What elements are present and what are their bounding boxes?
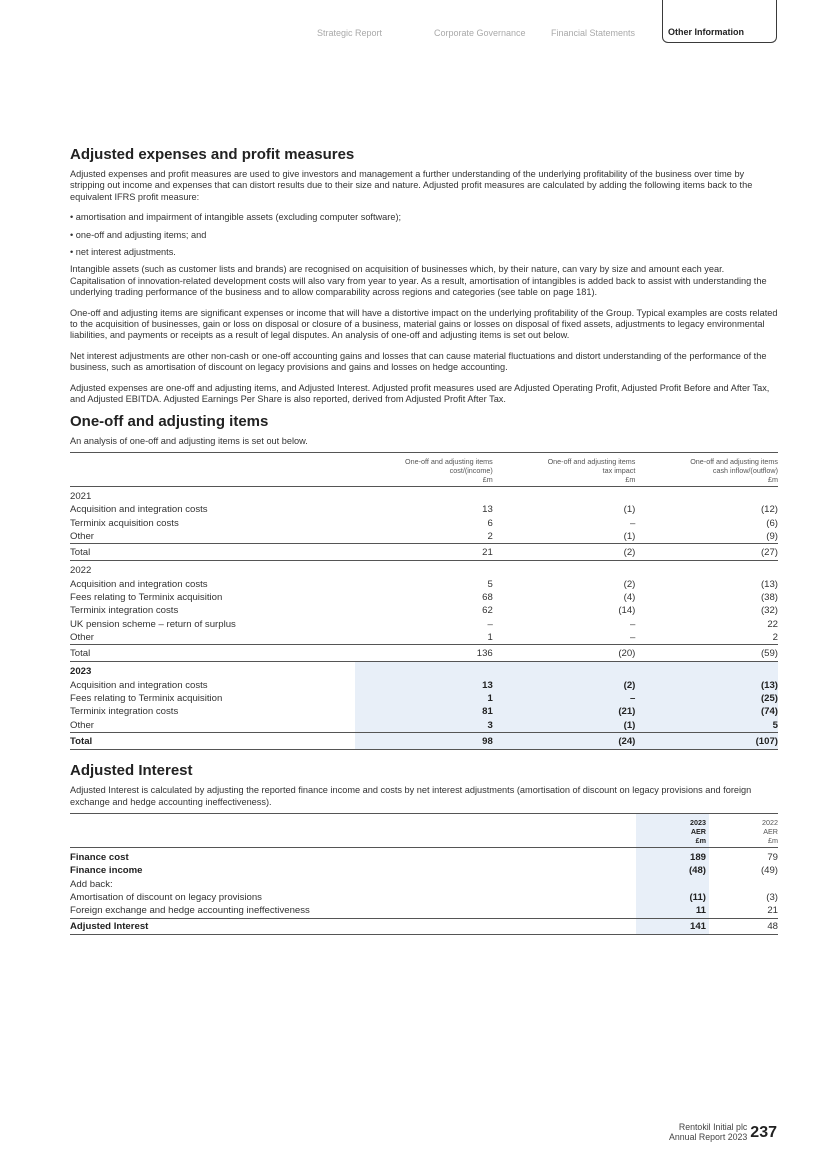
total-row: Total 21 (2) (27) — [70, 544, 778, 561]
table-row: Other 2 (1) (9) — [70, 530, 778, 542]
table-row: Add back: — [70, 878, 778, 891]
bullet-item: • net interest adjustments. — [70, 247, 176, 258]
table-row: Acquisition and integration costs 13 (1) (12) — [70, 504, 778, 516]
top-navigation — [0, 0, 825, 46]
page-content — [70, 146, 778, 935]
table-row: Finance income (48) (49) — [70, 865, 778, 877]
year-row: 2021 — [70, 490, 92, 502]
footer-company: Rentokil Initial plc Annual Report 2023 — [669, 1122, 748, 1142]
page-footer — [669, 1122, 777, 1142]
col-header-cash: One-off and adjusting items cash inflow/(outflow) £m — [636, 452, 778, 486]
table-row: Amortisation of discount on legacy provisions (11) (3) — [70, 891, 778, 903]
table-row: Acquisition and integration costs 5 (2) (13) — [70, 578, 778, 590]
table-row: Terminix acquisition costs 6 – (6) — [70, 517, 778, 529]
table-row: UK pension scheme – return of surplus – – 22 — [70, 618, 778, 630]
section-title-one-off-items: One-off and adjusting items — [70, 412, 269, 430]
table-row: Terminix integration costs 81 (21) (74) — [70, 706, 778, 718]
nav-other-information-tab[interactable] — [662, 0, 777, 43]
table-row: Fees relating to Terminix acquisition 68 (4) (38) — [70, 591, 778, 603]
adjusted-interest-table — [70, 813, 778, 935]
paragraph: Net interest adjustments are other non-cash or one-off accounting gains and losses that can cause material fluctuations and distort understanding of the performance of the business, such as amortisation of discount on legacy provisions and gains and losses on hedge accounting. — [70, 350, 767, 373]
one-off-items-table — [70, 452, 778, 750]
col-header-2023: 2023 AER £m — [636, 814, 709, 848]
year-row: 2023 — [70, 662, 778, 679]
section1-intro: Adjusted expenses and profit measures are used to give investors and management a further understanding of the underlying profitability of the business over time by stripping out income and expenses that can distort results due to their size and nature. Adjusted profit measures are calculated by adding the following items back to the equivalent IFRS profit measure: — [70, 169, 753, 202]
col-header-2022: 2022 AER £m — [709, 814, 778, 848]
page-number: 237 — [750, 1124, 777, 1141]
nav-other-information-label: Other Information — [668, 27, 744, 37]
total-row: Total 136 (20) (59) — [70, 645, 778, 662]
table-row: Fees relating to Terminix acquisition 1 – (25) — [70, 693, 778, 705]
section2-subtitle: An analysis of one-off and adjusting items is set out below. — [70, 435, 308, 446]
total-row: Adjusted Interest 141 48 — [70, 918, 778, 934]
table-row: Foreign exchange and hedge accounting ineffectiveness 11 21 — [70, 905, 778, 917]
nav-strategic-report[interactable]: Strategic Report — [317, 28, 383, 38]
col-header-cost: One-off and adjusting items cost/(income) £m — [355, 452, 494, 486]
section-title-adjusted-expenses: Adjusted expenses and profit measures — [70, 146, 355, 163]
section3-subtitle: Adjusted Interest is calculated by adjusting the reported finance income and costs by net interest adjustments (amortisation of discount on legacy provisions and foreign exchange and hedge accounting ineffectiveness). — [70, 785, 752, 807]
table-row: Other 1 – 2 — [70, 631, 778, 643]
table-row: Acquisition and integration costs 13 (2) (13) — [70, 679, 778, 691]
table-row: Finance cost 189 79 — [70, 848, 778, 865]
bullet-item: • amortisation and impairment of intangible assets (excluding computer software); — [70, 212, 402, 223]
table-row: Terminix integration costs 62 (14) (32) — [70, 605, 778, 617]
paragraph: One-off and adjusting items are significant expenses or income that will have a distortive impact on the underlying profitability of the Group. Typical examples are costs related to the acquisition of businesses, gain or loss on disposal or closure of a business, material gains or losses on disposal of fixed assets, adjustments to legacy environmental liabilities, and payments or receipts as a result of legal disputes. An analysis of one-off and adjusting items is set out below. — [70, 307, 778, 341]
paragraph: Intangible assets (such as customer lists and brands) are recognised on acquisition of businesses which, by their nature, can vary by size and amount each year. Capitalisation of innovation-related development costs will also vary from year to year. As a result, amortisation of intangibles is added back to assist with understanding the underlying trading performance of the business and to allow comparability across regions and categories (see table on page 181). — [70, 264, 767, 298]
total-row: Total 98 (24) (107) — [70, 732, 778, 749]
nav-corporate-governance[interactable]: Corporate Governance — [434, 28, 526, 38]
bullet-item: • one-off and adjusting items; and — [70, 229, 207, 240]
year-row: 2022 — [70, 565, 92, 577]
table-row: Other 3 (1) 5 — [70, 719, 778, 731]
nav-financial-statements[interactable]: Financial Statements — [551, 28, 636, 38]
paragraph: Adjusted expenses are one-off and adjusting items, and Adjusted Interest. Adjusted profit measures used are Adjusted Operating Profit, Adjusted Profit Before and After Tax, and Adjusted EBITDA. Adjusted Earnings Per Share is also reported, derived from Adjusted Profit After Tax. — [70, 382, 770, 405]
section-title-adjusted-interest: Adjusted Interest — [70, 762, 193, 780]
col-header-tax: One-off and adjusting items tax impact £m — [494, 452, 637, 486]
